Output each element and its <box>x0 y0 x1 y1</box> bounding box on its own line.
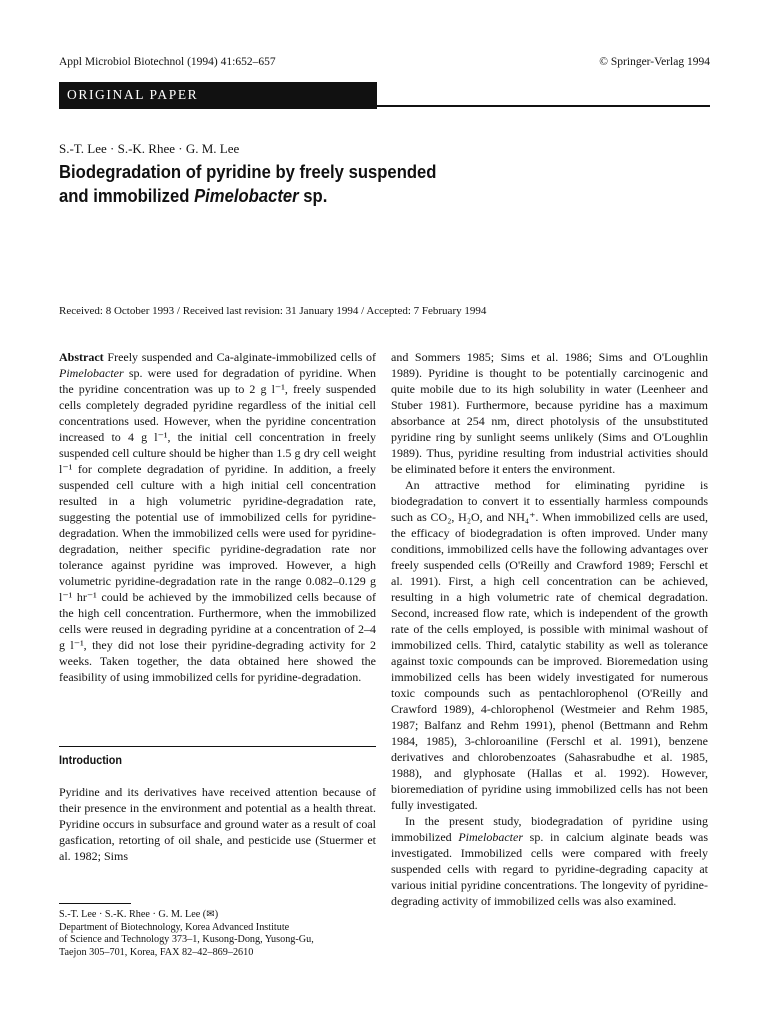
introduction-column <box>59 784 376 864</box>
body-paragraph-1: and Sommers 1985; Sims et al. 1986; Sims and O'Loughlin 1989). Pyridine is thought to be potentially carcinogenic and quite mobile due to its high solubility in water (Leenheer and Stuber 1981). Furthermore, because pyridine has a maximum absorbance at 254 nm, direct photolysis of the unsubstituted pyridine ring by sunlight seems unlikely (Sims and O'Loughlin 1989). Thus, pyridine resulting from industrial activities should be eliminated before it enters the environment. <box>391 350 708 476</box>
body-right-column <box>391 349 708 909</box>
copyright-notice: © Springer-Verlag 1994 <box>599 56 710 68</box>
footnote-line-3: of Science and Technology 373–1, Kusong-Dong, Yusong-Gu, <box>59 934 314 945</box>
received-dates: Received: 8 October 1993 / Received last revision: 31 January 1994 / Accepted: 7 February 1994 <box>59 305 487 317</box>
footnote-line-1: S.-T. Lee · S.-K. Rhee · G. M. Lee (✉) <box>59 909 219 920</box>
author-list: S.-T. Lee · S.-K. Rhee · G. M. Lee <box>59 141 240 156</box>
abstract-column <box>59 349 376 685</box>
footnote-rule <box>59 903 131 904</box>
abstract-genus: Pimelobacter <box>59 366 124 380</box>
header-rule <box>377 105 710 107</box>
abstract-text-b: sp. were used for degradation of pyridine. When the pyridine concentration was up to 2 g l⁻¹, freely suspended cells completely degraded pyridine regardless of the initial cell concentrations used. However, when the pyridine concentration increased to 4 g l⁻¹, the initial cell concentration in freely suspended cell culture should be higher than 1.5 g dry cell weight l⁻¹ for complete degradation of pyridine. In addition, a freely suspended cell culture with a high initial cell concentration resulted in a high volumetric pyridine-degradation rate, suggesting the potential use of immobilized cells for pyridine-degradation. When the immobilized cells were used for pyridine-degradation, neither specific pyridine-degradation rate nor tolerance against pyridine was improved. However, a high volumetric pyridine-degradation rate in the range 0.082–0.129 g l⁻¹ hr⁻¹ could be achieved by the immobilized cells because of the high cell concentration. Furthermore, when the immobilized cells were reused in degrading pyridine at a concentration of 2–4 g l⁻¹, they did not lose their pyridine-degrading activity for 2 weeks. Taken together, the data obtained here showed the feasibility of using immobilized cells for pyridine-degradation. <box>59 366 376 684</box>
article-type-banner <box>59 82 377 109</box>
body-paragraph-3b: sp. in calcium alginate beads was investigated. Immobilized cells were compared with freely suspended cells with regard to pyridine-degrading capacity at various initial pyridine concentrations. The longevity of pyridine-degrading activity of immobilized cells was also examined. <box>391 830 709 908</box>
abstract-text-a: Freely suspended and Ca-alginate-immobilized cells of <box>103 350 376 364</box>
body-paragraph-3 <box>391 813 708 909</box>
body-paragraph-3a: In the present study, biodegradation of pyridine using immobilized <box>391 814 708 844</box>
body-paragraph-2: An attractive method for eliminating pyridine is biodegradation to convert it to essentially harmless compounds such as CO₂, H₂O, and NH₄⁺. When immobilized cells are used, the efficacy of biodegradation is often improved. Under many conditions, immobilized cells have the following advantages over freely suspended cells (O'Reilly and Crawford 1989; Ferschl et al. 1991). First, a high cell concentration can be achieved, resulting in a high volumetric rate of chemical degradation. Second, increased flow rate, which is independent of the growth rate of the cells employed, is possible with minimal washout of immobilized cells. Third, catalytic stability as well as tolerance against toxic compounds can be improved. Bioremedation using immobilized cells has been widely investigated for numerous toxic compounds such as pentachlorophenol (O'Reilly and Crawford 1989), 4-chlorophenol (Westmeier and Rehm 1985, 1987; Balfanz and Rehm 1991), phenol (Bettmann and Rehm 1984, 1985), 3-chloroaniline (Ferschl et al. 1991), benzene derivatives and chlorobenzoates (Sahasrabudhe et al. 1985, 1988), and glyphosate (Hallas et al. 1992). However, bioremediation of pyridine using immobilized cells has not been fully investigated. <box>391 478 708 812</box>
introduction-paragraph-1: Pyridine and its derivatives have received attention because of their presence in the environment and potential as a health threat. Pyridine occurs in subsurface and ground water as a result of coal gasfication, retorting of oil shale, and pesticide use (Stuermer et al. 1982; Sims <box>59 785 376 863</box>
introduction-heading: Introduction <box>59 753 122 767</box>
footnote-line-2: Department of Biotechnology, Korea Advanced Institute <box>59 921 290 933</box>
journal-citation: Appl Microbiol Biotechnol (1994) 41:652–657 <box>59 56 276 68</box>
body-genus: Pimelobacter <box>458 830 523 844</box>
title-line-2b: sp. <box>298 185 328 206</box>
article-title <box>59 160 635 208</box>
section-rule <box>59 746 376 747</box>
article-type-label: ORIGINAL PAPER <box>67 87 199 102</box>
abstract-paragraph <box>59 349 376 685</box>
author-affiliation-footnote <box>59 909 379 959</box>
footnote-line-4: Taejon 305–701, Korea, FAX 82–42–869–2610 <box>59 946 254 958</box>
abstract-label: Abstract <box>59 350 104 364</box>
title-line-1: Biodegradation of pyridine by freely suspended <box>59 161 437 182</box>
title-genus: Pimelobacter <box>194 185 299 206</box>
title-line-2a: and immobilized <box>59 185 195 206</box>
